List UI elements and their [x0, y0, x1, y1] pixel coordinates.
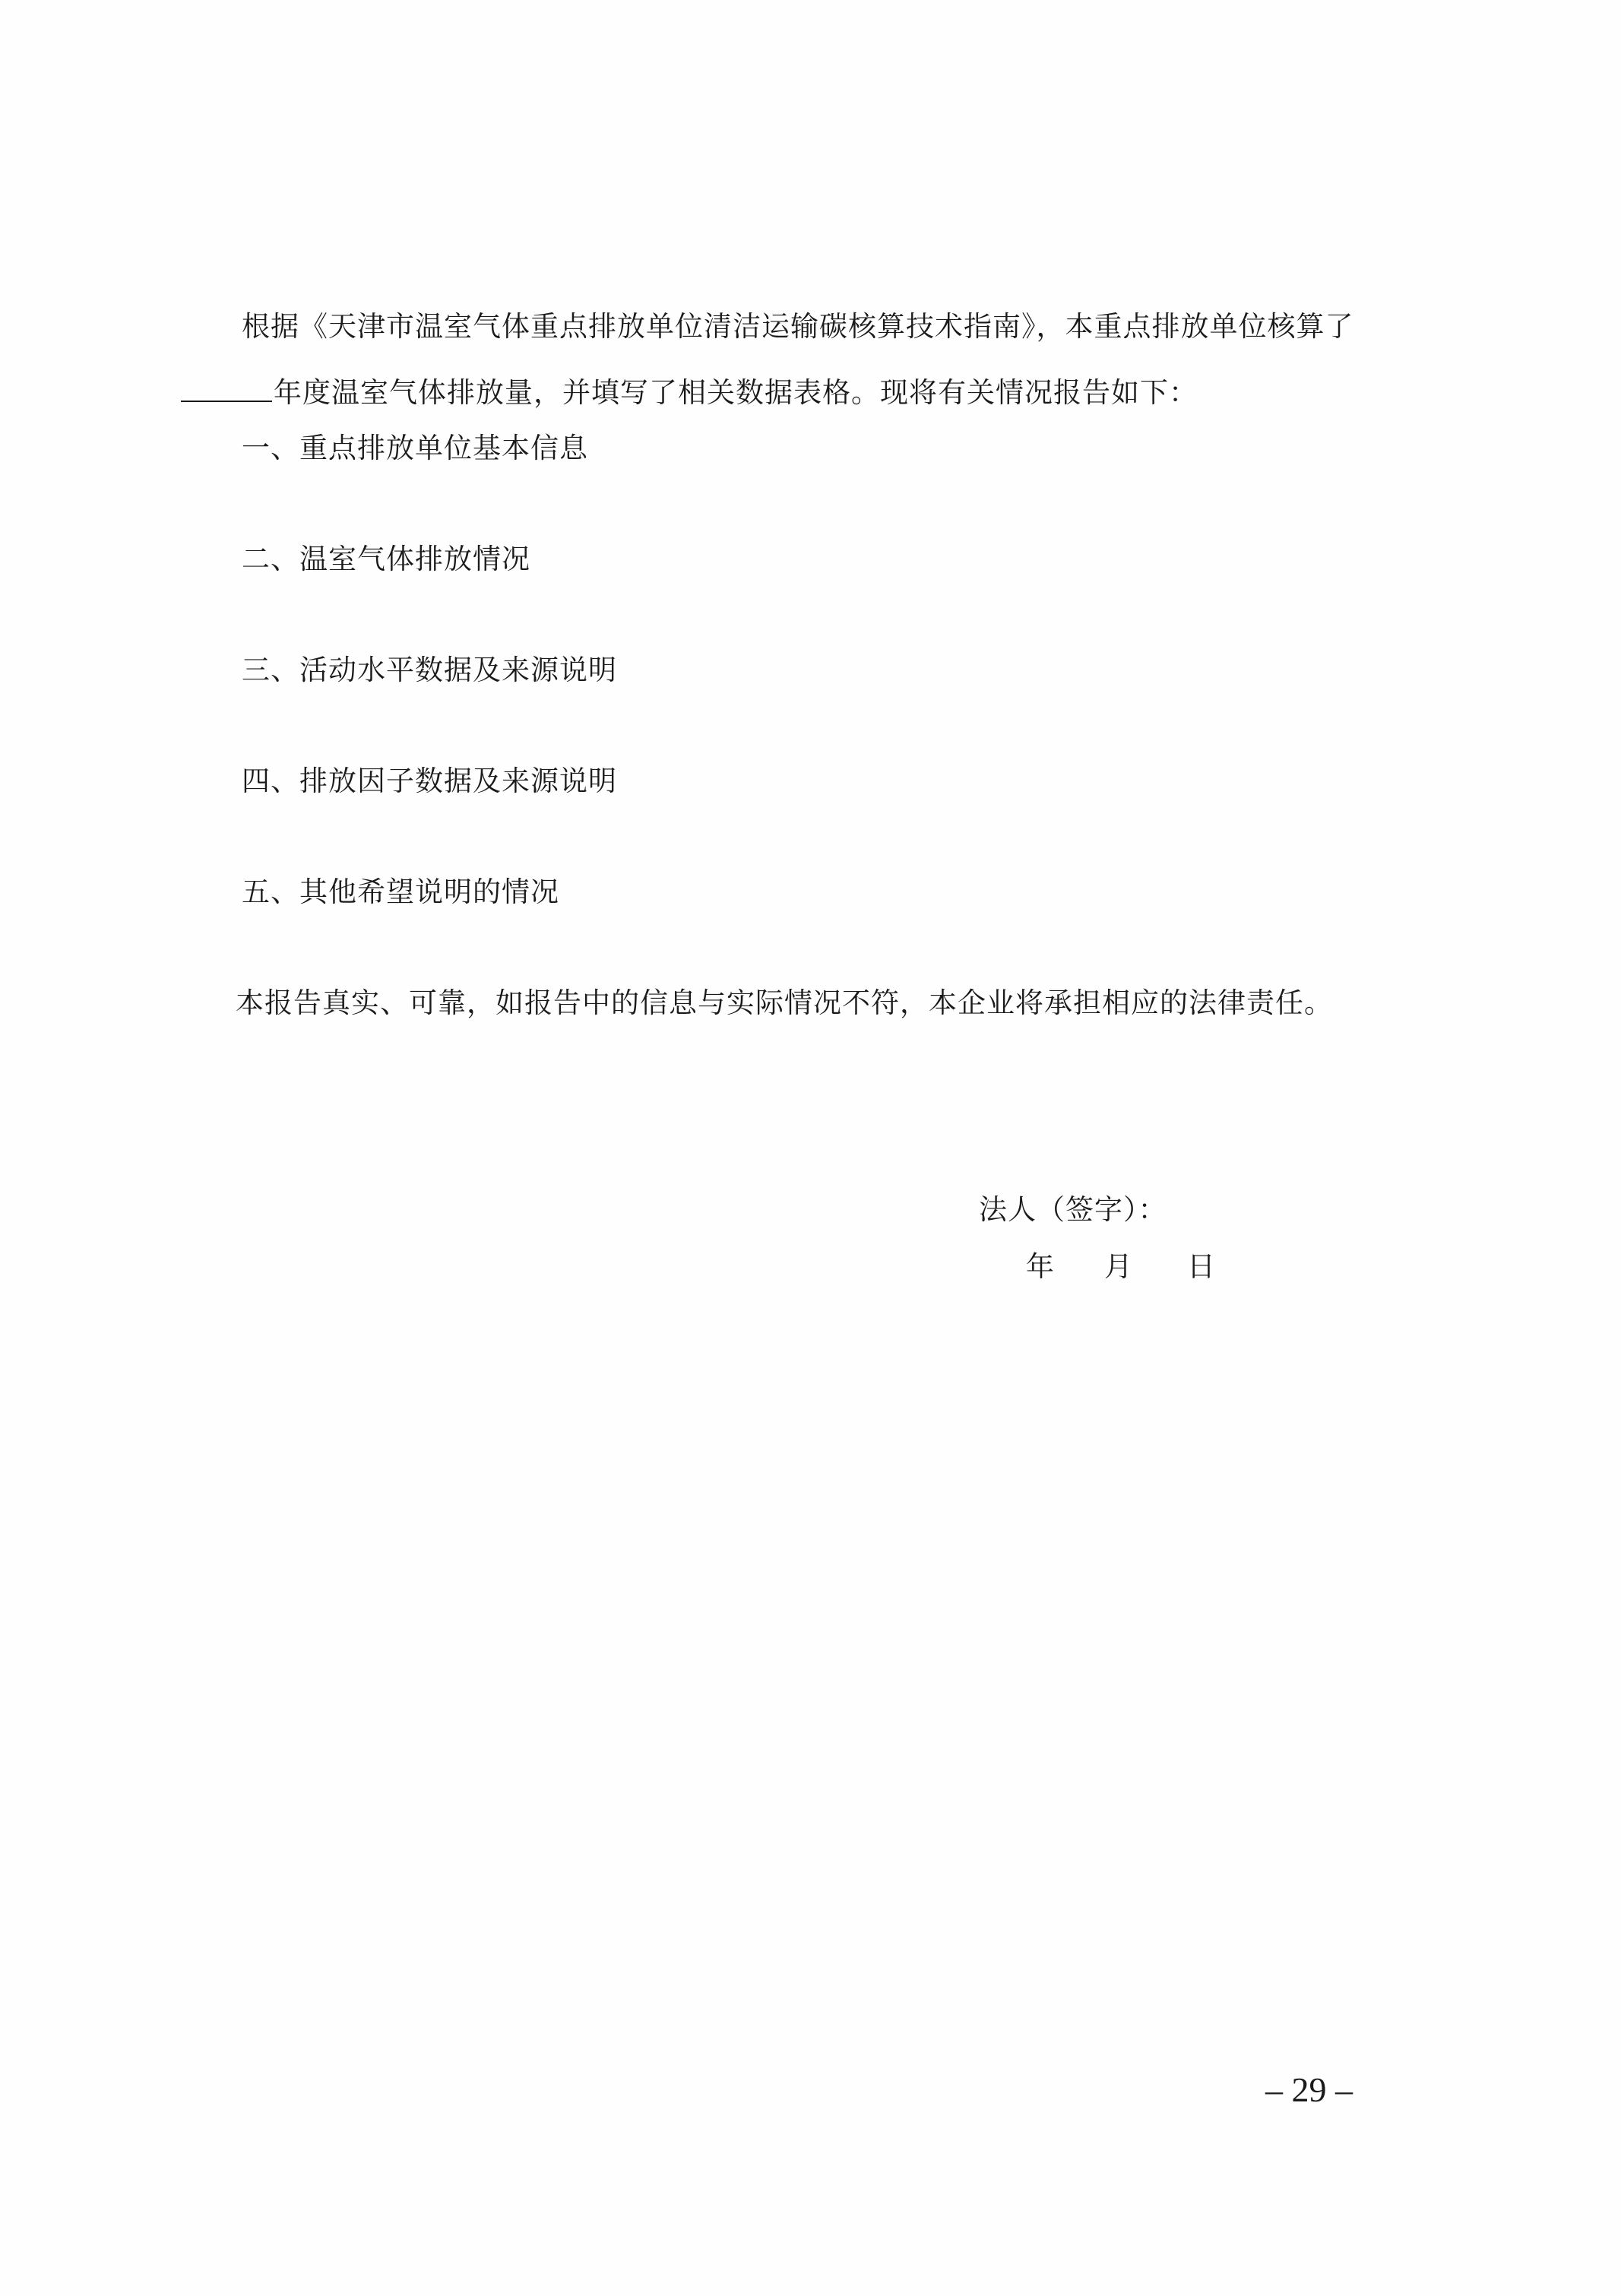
intro-text-2: 年度温室气体排放量，并填写了相关数据表格。现将有关情况报告如下：: [274, 376, 1198, 409]
section-heading-1: 一、重点排放单位基本信息: [242, 432, 588, 464]
section-heading-3: 三、活动水平数据及来源说明: [242, 654, 617, 686]
signature-date: [1026, 1248, 1224, 1286]
declaration-text: 本报告真实、可靠，如报告中的信息与实际情况不符，本企业将承担相应的法律责任。: [236, 986, 1333, 1019]
intro-line-2: [181, 374, 1198, 412]
page-number: – 29 –: [1265, 2070, 1353, 2109]
date-day: 日: [1187, 1250, 1215, 1283]
intro-line-1: [242, 308, 1354, 346]
section-heading-4: 四、排放因子数据及来源说明: [242, 765, 617, 797]
section-heading-2: 二、温室气体排放情况: [242, 543, 530, 575]
signature-label: 法人（签字）：: [979, 1193, 1167, 1226]
intro-text-1: 根据《天津市温室气体重点排放单位清洁运输碳核算技术指南》，本重点排放单位核算了: [242, 310, 1354, 343]
year-blank: [181, 375, 272, 402]
date-year: 年: [1026, 1250, 1054, 1283]
date-month: 月: [1104, 1250, 1132, 1283]
section-heading-5: 五、其他希望说明的情况: [242, 876, 559, 908]
